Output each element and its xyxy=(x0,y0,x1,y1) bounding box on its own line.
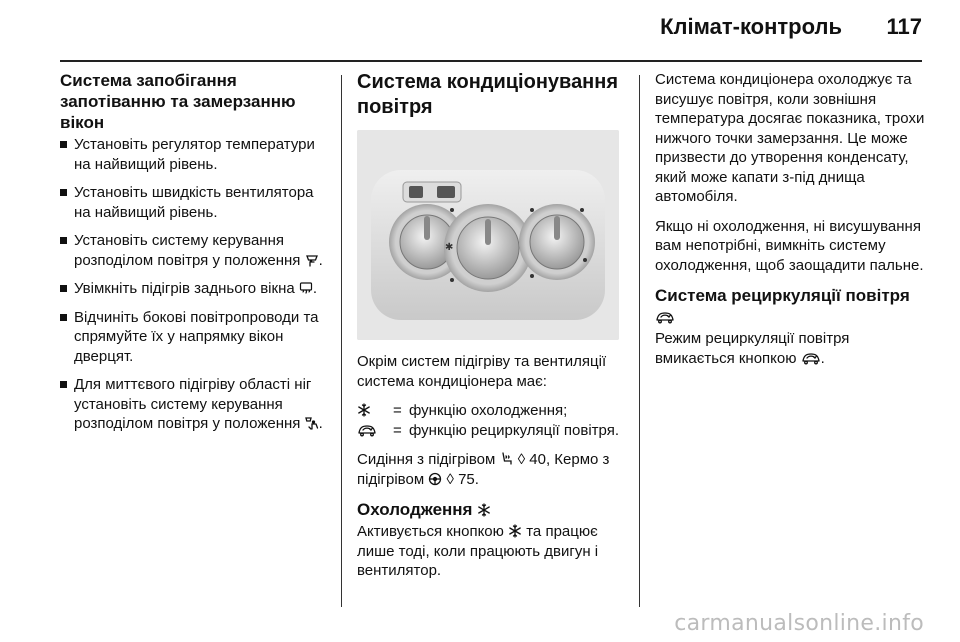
cooling-heading: Охолодження xyxy=(357,499,629,520)
rear-window-heat-icon xyxy=(299,281,313,295)
recirculation-heading: Система рециркуляції повітря xyxy=(655,285,930,327)
recirculation-text: Режим рециркуляції повітря вмикається кнопкою . xyxy=(655,330,850,367)
svg-text:✱: ✱ xyxy=(445,242,454,253)
bullet-square xyxy=(60,314,67,321)
recirculation-icon xyxy=(655,310,675,324)
watermark: carmanualsonline.info xyxy=(674,611,924,636)
fuel-saving-paragraph: Якщо ні охолодження, ні висушування вам непотрібні, вимкніть систему охолодження, щоб заощадити пальне. xyxy=(655,217,924,274)
header-divider xyxy=(60,60,922,62)
ac-heading: Система кондиціонування повітря xyxy=(357,71,619,118)
list-item: Установіть систему керування розподілом повітря у положення . xyxy=(60,231,330,270)
column-divider-1 xyxy=(341,75,342,607)
bullet-square xyxy=(60,141,67,148)
snowflake-icon xyxy=(357,403,371,417)
recirculation-icon xyxy=(357,423,377,437)
column-ac xyxy=(357,70,629,591)
list-item: Установіть регулятор температури на найвищий рівень. xyxy=(60,135,330,174)
bullet-square xyxy=(60,285,67,292)
ac-intro: Окрім систем підігріву та вентиляції система кондиціонера має: xyxy=(357,353,607,390)
page-ref-arrow[interactable]: ◊ xyxy=(446,470,454,488)
legend-row: = функцію рециркуляції повітря. xyxy=(357,421,629,441)
heated-seat-reference: Сидіння з підігрівом ◊ 40, Кермо з підігрівом ◊ 75. xyxy=(357,451,610,488)
heated-wheel-icon xyxy=(428,472,442,486)
page-number: 117 xyxy=(886,14,922,39)
symbol-legend xyxy=(357,401,629,440)
page-header xyxy=(0,0,960,62)
list-item: Установіть швидкість вентилятора на найвищий рівень. xyxy=(60,183,330,222)
floor-windscreen-air-icon xyxy=(305,416,319,430)
defog-steps-list xyxy=(60,135,330,434)
bullet-square xyxy=(60,237,67,244)
climate-control-panel-photo xyxy=(357,130,619,340)
page-ref-arrow[interactable]: ◊ xyxy=(517,451,526,468)
column-defog xyxy=(60,70,330,443)
recirculation-icon xyxy=(801,351,821,365)
cooling-text: Активується кнопкою та працює лише тоді, коли працюють двигун і вентилятор. xyxy=(357,523,599,579)
heated-seat-icon xyxy=(500,452,514,466)
column-divider-2 xyxy=(639,75,640,607)
snowflake-icon xyxy=(477,503,491,517)
bullet-square xyxy=(60,189,67,196)
list-item: Увімкніть підігрів заднього вікна . xyxy=(60,279,330,299)
defog-heading: Система запобігання запотіванню та замерзанню вікон xyxy=(60,71,296,132)
windscreen-air-icon xyxy=(305,253,319,267)
section-title: Клімат-контроль xyxy=(660,14,842,39)
condensation-paragraph: Система кондиціонера охолоджує та висушує повітря, коли зовнішня температура досягає показника, трохи нижчого точки замерзання. Це може призвести до утворення конденсату, який може капати з-під днища автомобіля. xyxy=(655,71,925,205)
legend-row: = функцію охолодження; xyxy=(357,401,629,421)
snowflake-icon xyxy=(508,524,522,538)
list-item: Відчиніть бокові повітропроводи та спрямуйте їх у напрямку вікон дверцят. xyxy=(60,308,330,367)
bullet-square xyxy=(60,381,67,388)
list-item: Для миттєвого підігріву області ніг установіть систему керування розподілом повітря у положення . xyxy=(60,375,330,434)
column-condensation xyxy=(655,70,930,378)
